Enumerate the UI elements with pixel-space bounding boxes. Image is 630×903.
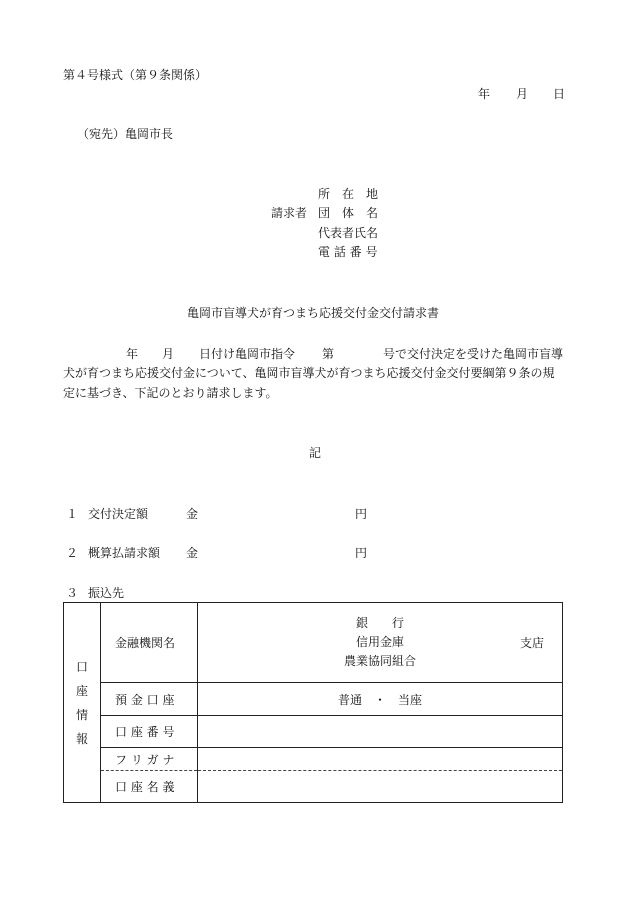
addressee: （宛先）亀岡市長 <box>77 127 174 141</box>
credit-union-option: 信用金庫 <box>355 635 404 649</box>
date-day: 日 <box>553 87 566 101</box>
item-1-number: １ <box>66 507 79 521</box>
item-2-number: ２ <box>66 546 79 560</box>
ki-heading: 記 <box>309 446 322 460</box>
item-2-kin: 金 <box>186 546 199 560</box>
item-2-label: 概算払請求額 <box>88 546 161 560</box>
deposit-type-label: 預 金 口 座 <box>101 683 198 716</box>
account-info-table <box>63 602 563 803</box>
body-year: 年 <box>126 347 139 361</box>
requester-rep-label: 代表者氏名 <box>318 226 379 240</box>
furigana-field[interactable] <box>198 748 563 771</box>
institution-label: 金融機関名 <box>101 603 198 683</box>
bank-option: 銀 行 <box>355 616 404 630</box>
transfer-label: 振込先 <box>88 586 125 600</box>
document-title: 亀岡市盲導犬が育つまち応援交付金交付請求書 <box>187 306 440 320</box>
body-text-a: 日付け亀岡市指令 <box>199 347 296 361</box>
institution-field[interactable] <box>198 603 563 683</box>
body-line-3: 定に基づき、下記のとおり請求します。 <box>63 386 278 400</box>
account-number-field[interactable] <box>198 716 563 748</box>
item-1-yen: 円 <box>355 507 368 521</box>
branch-label: 支店 <box>519 636 544 650</box>
deposit-type-value[interactable]: 普通 ・ 当座 <box>198 683 563 716</box>
requester-phone-label: 電 話 番 号 <box>318 245 378 259</box>
body-text-b: 号で交付決定を受けた亀岡市盲導 <box>383 347 564 361</box>
agri-coop-option: 農業協同組合 <box>343 654 416 668</box>
body-dai: 第 <box>322 347 335 361</box>
item-1-kin: 金 <box>186 507 199 521</box>
account-holder-field[interactable] <box>198 771 563 803</box>
requester-org-label: 団 体 名 <box>318 206 379 220</box>
item-1-label: 交付決定額 <box>88 507 149 521</box>
date-month: 月 <box>516 87 529 101</box>
form-number: 第４号様式（第９条関係） <box>63 68 208 82</box>
furigana-label: フ リ ガ ナ <box>101 748 198 771</box>
body-month: 月 <box>162 347 175 361</box>
body-line-2: 犬が育つまち応援交付金について、亀岡市盲導犬が育つまち応援交付金交付要綱第９条の規 <box>63 366 555 380</box>
account-holder-label: 口 座 名 義 <box>101 771 198 803</box>
account-info-side-label: 口 座 情 報 <box>64 603 101 803</box>
requester-address-label: 所 在 地 <box>318 187 379 201</box>
requester-label: 請求者 <box>271 206 308 220</box>
item-2-yen: 円 <box>355 546 368 560</box>
account-number-label: 口 座 番 号 <box>101 716 198 748</box>
date-year: 年 <box>478 87 491 101</box>
transfer-number: ３ <box>66 586 79 600</box>
